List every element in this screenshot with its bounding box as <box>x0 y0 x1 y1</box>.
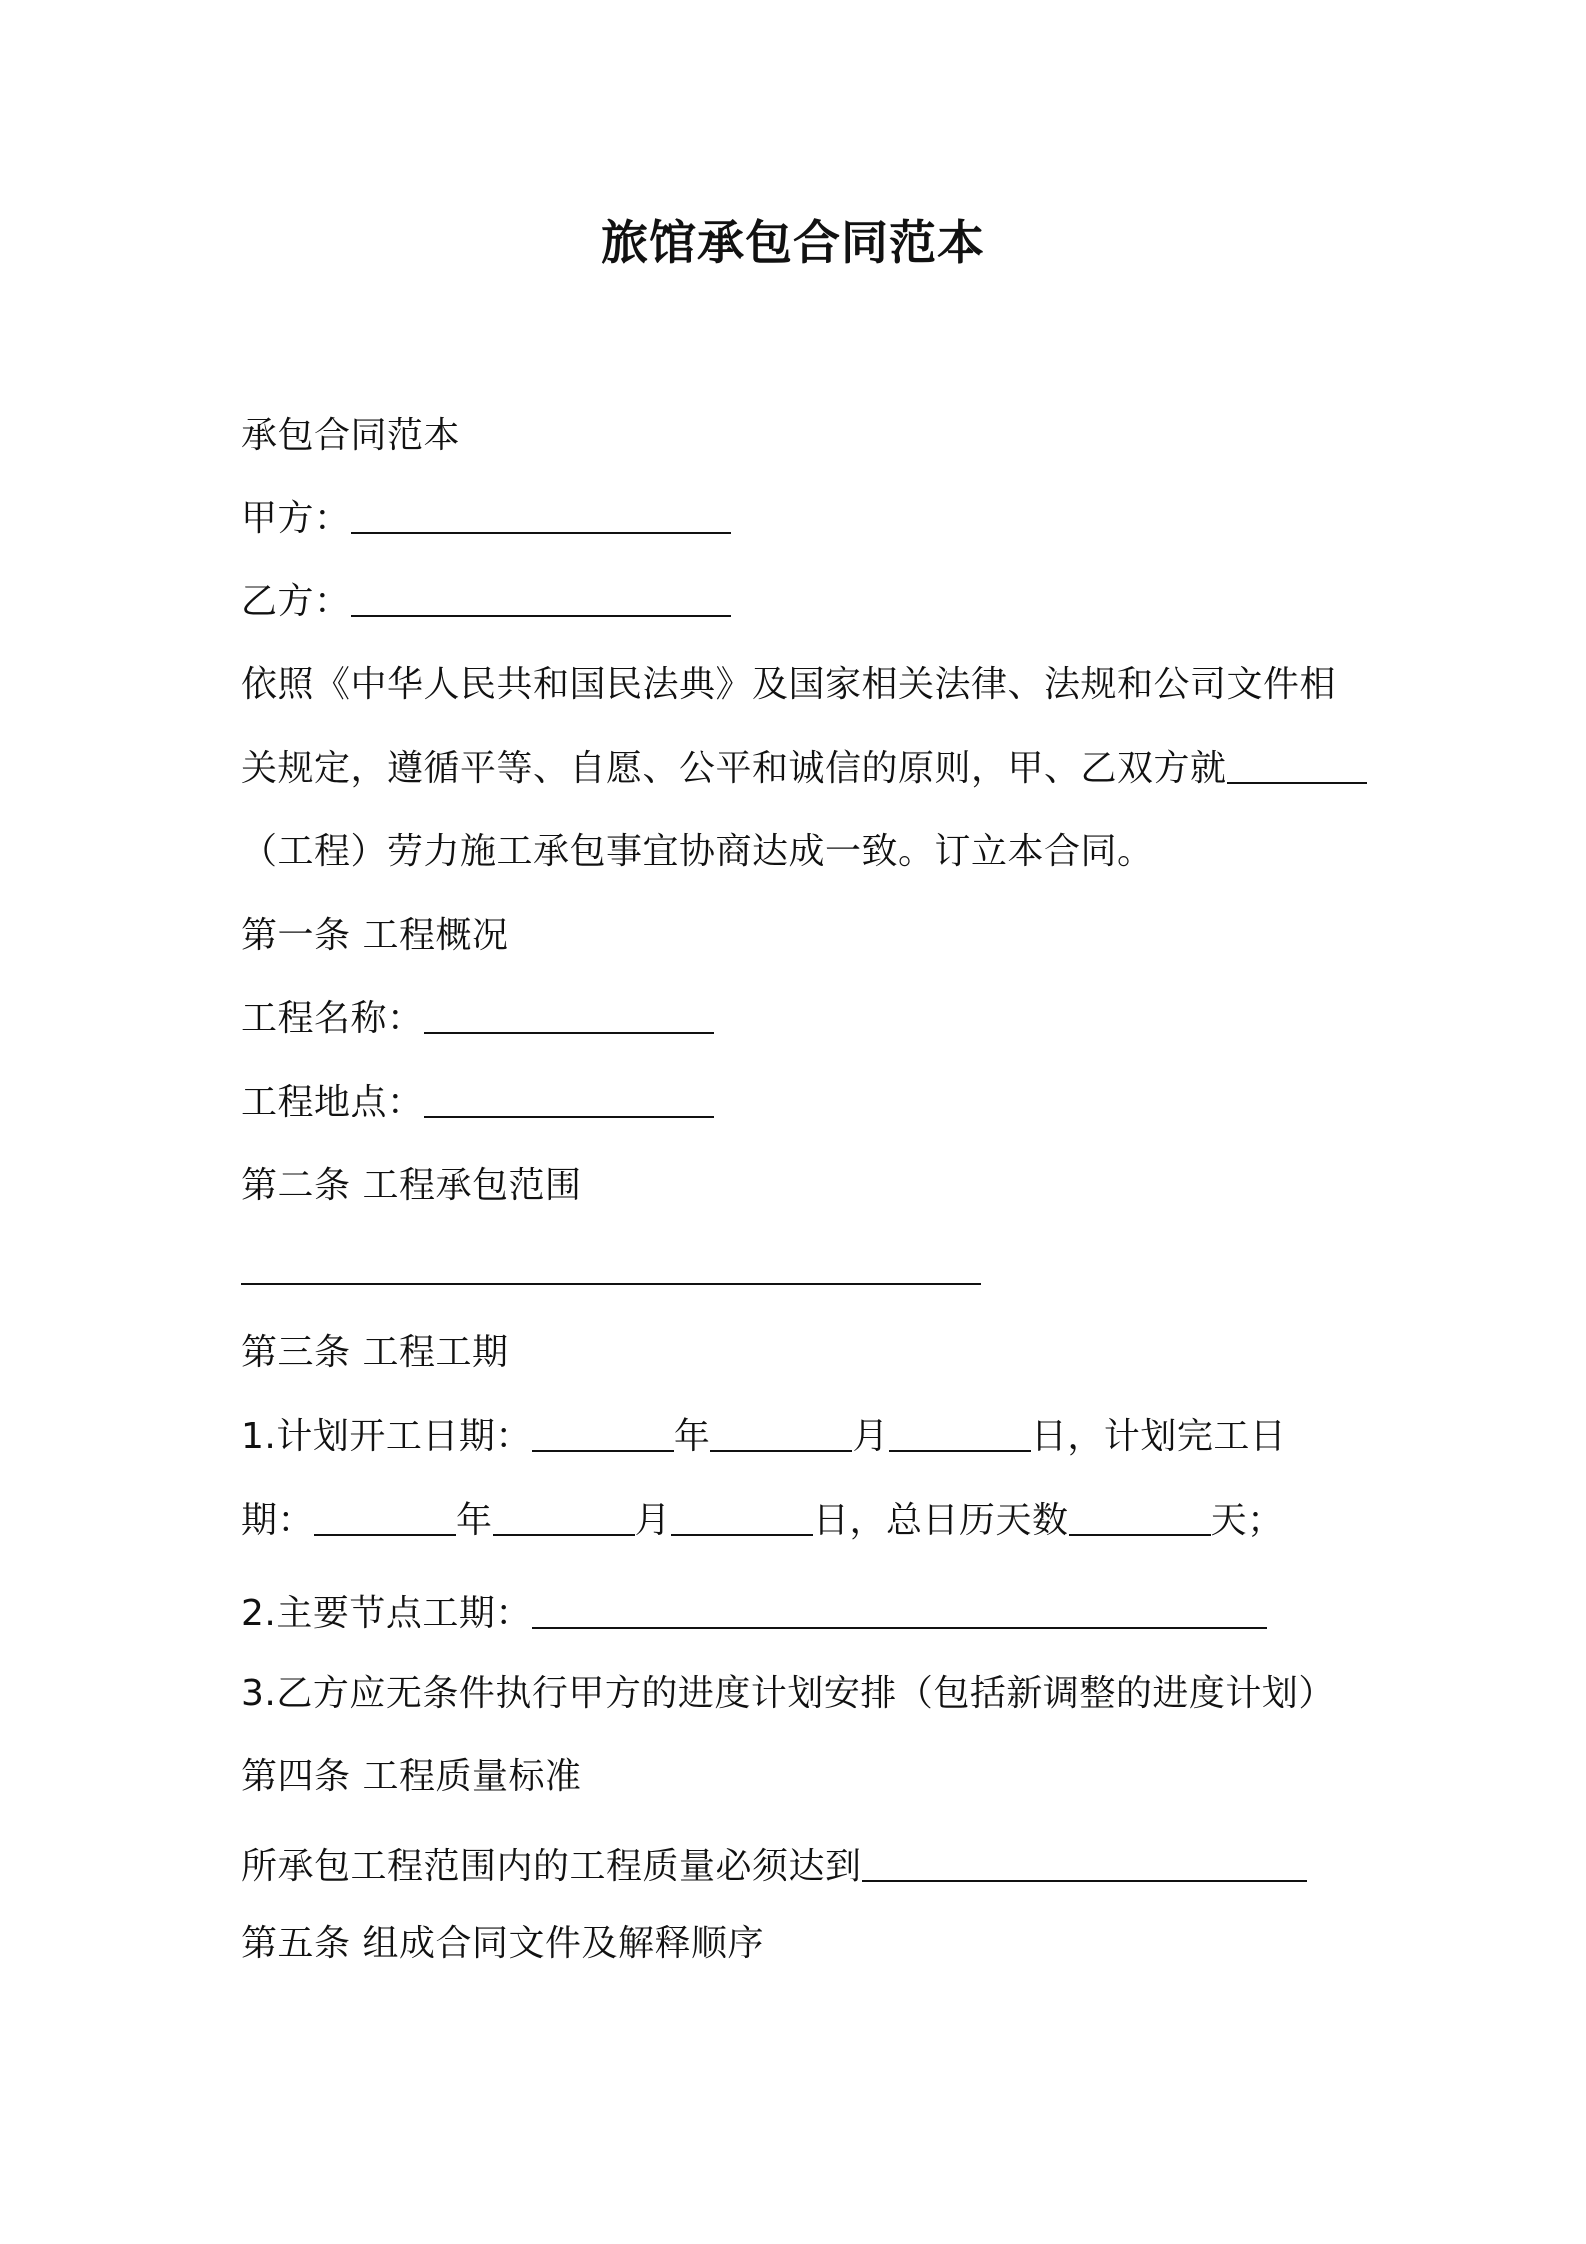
article-1-heading: 第一条 工程概况 <box>241 915 509 956</box>
party-a-line <box>241 495 1361 543</box>
party-b-label: 乙方： <box>241 581 351 622</box>
project-name-label: 工程名称： <box>241 998 424 1039</box>
days-unit: 天； <box>1210 1500 1284 1541</box>
project-location-blank <box>424 1082 714 1118</box>
article-5-heading: 第五条 组成合同文件及解释顺序 <box>241 1923 764 1964</box>
start-month-unit: 月 <box>852 1416 889 1457</box>
party-a-blank <box>351 498 731 534</box>
start-day-blank <box>889 1416 1031 1452</box>
scope-blank <box>241 1249 981 1285</box>
intro-line-2-text: 关规定，遵循平等、自愿、公平和诚信的原则，甲、乙双方就 <box>241 748 1227 789</box>
scope-line <box>241 1246 1361 1294</box>
milestone-line <box>241 1590 1361 1638</box>
quality-line <box>241 1843 1361 1891</box>
total-days-blank <box>1069 1500 1211 1536</box>
end-month-unit: 月 <box>634 1500 672 1541</box>
end-month-blank <box>493 1500 635 1536</box>
end-year-unit: 年 <box>456 1500 493 1541</box>
quality-blank <box>862 1846 1307 1882</box>
intro-line-2 <box>241 745 1361 793</box>
end-year-blank <box>314 1500 456 1536</box>
end-date-label: 期： <box>241 1500 315 1541</box>
contract-heading: 承包合同范本 <box>241 415 461 456</box>
document-title: 旅馆承包合同范本 <box>601 216 985 271</box>
start-month-blank <box>710 1416 852 1452</box>
start-date-label: 1.计划开工日期： <box>241 1416 532 1457</box>
total-days-label: 日，总日历天数 <box>813 1500 1069 1541</box>
project-blank <box>1227 748 1367 784</box>
project-name-blank <box>424 998 714 1034</box>
article-2-heading: 第二条 工程承包范围 <box>241 1165 582 1206</box>
project-name-line <box>241 995 1361 1043</box>
intro-line-3: （工程）劳力施工承包事宜协商达成一致。订立本合同。 <box>241 831 1154 872</box>
schedule-line-2 <box>241 1497 1361 1545</box>
end-day-blank <box>671 1500 813 1536</box>
quality-text: 所承包工程范围内的工程质量必须达到 <box>241 1846 862 1887</box>
start-day-unit: 日，计划完工日 <box>1030 1416 1287 1457</box>
article-4-heading: 第四条 工程质量标准 <box>241 1756 582 1797</box>
intro-line-1: 依照《中华人民共和国民法典》及国家相关法律、法规和公司文件相 <box>241 664 1337 705</box>
party-b-blank <box>351 581 731 617</box>
party-a-label: 甲方： <box>241 498 351 539</box>
schedule-line-1 <box>241 1413 1361 1461</box>
project-location-label: 工程地点： <box>241 1082 424 1123</box>
article-3-heading: 第三条 工程工期 <box>241 1332 509 1373</box>
schedule-item-3: 3.乙方应无条件执行甲方的进度计划安排（包括新调整的进度计划） <box>241 1673 1335 1714</box>
party-b-line <box>241 578 1361 626</box>
start-year-blank <box>532 1416 674 1452</box>
start-year-unit: 年 <box>673 1416 711 1457</box>
milestone-blank <box>532 1593 1267 1629</box>
milestone-label: 2.主要节点工期： <box>241 1593 532 1634</box>
project-location-line <box>241 1079 1361 1127</box>
